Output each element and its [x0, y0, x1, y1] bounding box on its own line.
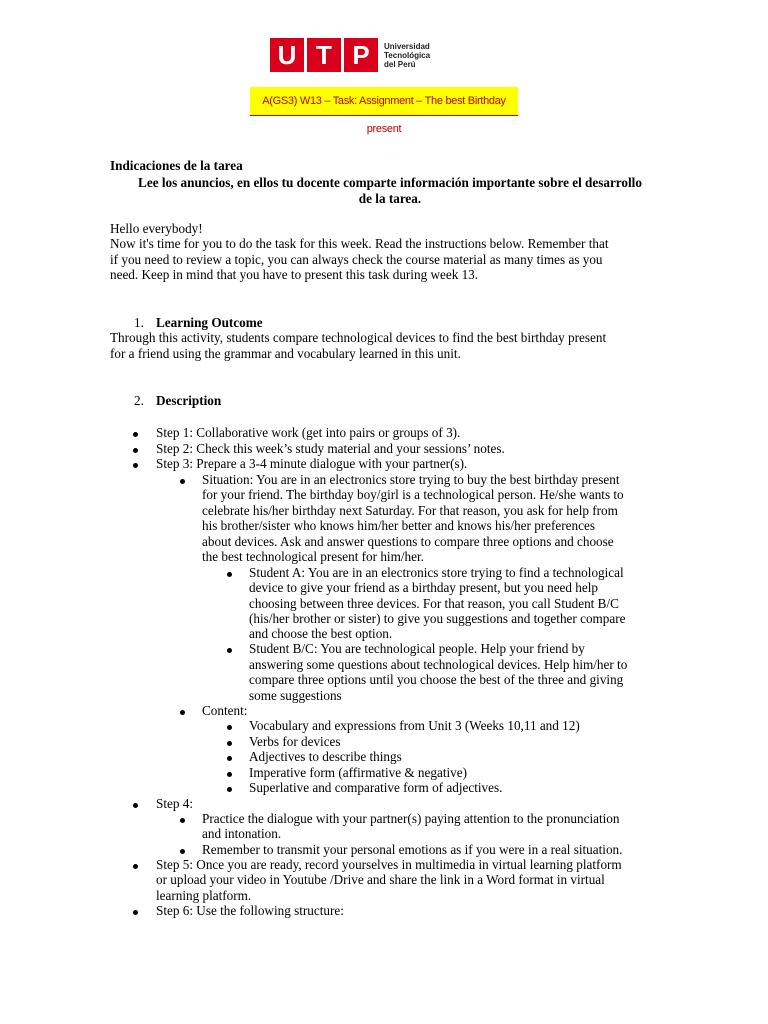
content-item: Superlative and comparative form of adjectives.	[249, 780, 503, 795]
step-5-line: Step 5: Once you are ready, record yourselves in multimedia in virtual learning platform	[156, 857, 622, 872]
logo-mark	[270, 38, 378, 72]
step-5-line: learning platform.	[156, 888, 252, 903]
bullet	[180, 479, 185, 484]
logo-university-name: Universidad Tecnológica del Perú	[384, 41, 431, 69]
bullet	[227, 787, 232, 792]
situation-line: about devices. Ask and answer questions to compare three options and choose	[202, 534, 614, 549]
step-4: Step 4:	[156, 796, 193, 811]
situation-line: the best technological present for him/her.	[202, 549, 424, 564]
section-2-number: 2.	[134, 393, 144, 408]
bullet	[227, 725, 232, 730]
logo-letter-t: T	[316, 40, 332, 70]
step-1: Step 1: Collaborative work (get into pairs or groups of 3).	[156, 425, 461, 440]
bullet	[227, 741, 232, 746]
section-1-text: for a friend using the grammar and vocabulary learned in this unit.	[110, 346, 461, 361]
section-2-title: Description	[156, 393, 222, 408]
content-item: Verbs for devices	[249, 734, 341, 749]
bullet	[180, 849, 185, 854]
bullet	[133, 864, 138, 869]
situation-line: celebrate his/her birthday next Saturday. For that reason, you ask for help from	[202, 503, 618, 518]
student-bc-line: compare three options until you choose the best of the three and giving	[249, 672, 624, 687]
bullet	[180, 818, 185, 823]
section-1-text: Through this activity, students compare technological devices to find the best birthday present	[110, 330, 607, 345]
content-item: Vocabulary and expressions from Unit 3 (Weeks 10,11 and 12)	[249, 718, 580, 733]
content-item: Imperative form (affirmative & negative)	[249, 765, 467, 780]
bullet	[133, 448, 138, 453]
step-5-line: or upload your video in Youtube /Drive and share the link in a Word format in virtual	[156, 872, 605, 887]
student-a-line: Student A: You are in an electronics store trying to find a technological	[249, 565, 624, 580]
bullet	[133, 463, 138, 468]
intro-line: need. Keep in mind that you have to present this task during week 13.	[110, 267, 479, 282]
heading-indicaciones: Indicaciones de la tarea	[110, 158, 243, 173]
utp-logo	[270, 38, 430, 72]
student-a-line: device to give your friend as a birthday present, but you need help	[249, 580, 598, 595]
step-3: Step 3: Prepare a 3-4 minute dialogue with your partner(s).	[156, 456, 468, 471]
bullet	[133, 432, 138, 437]
notice-line-2: de la tarea.	[358, 191, 422, 206]
intro-line: if you need to review a topic, you can always check the course material as many times as you	[110, 252, 603, 267]
bullet	[227, 756, 232, 761]
intro-line: Now it's time for you to do the task for this week. Read the instructions below. Remember that	[110, 236, 609, 251]
step-4-item: Practice the dialogue with your partner(s) paying attention to the pronunciation	[202, 811, 620, 826]
step-6: Step 6: Use the following structure:	[156, 903, 344, 918]
bullet	[133, 910, 138, 915]
section-1-title: Learning Outcome	[156, 315, 263, 330]
notice-line-1: Lee los anuncios, en ellos tu docente comparte información importante sobre el desarrollo	[138, 175, 642, 190]
bullet	[133, 803, 138, 808]
situation-line: his brother/sister who knows him/her better and knows his/her preferences	[202, 518, 595, 533]
bullet	[227, 648, 232, 653]
student-bc-line: answering some questions about technological devices. Help him/her to	[249, 657, 628, 672]
bullet	[180, 710, 185, 715]
step-2: Step 2: Check this week’s study material and your sessions’ notes.	[156, 441, 505, 456]
task-title: A(GS3) W13 – Task: Assignment – The best Birthday present	[250, 87, 518, 116]
logo-letter-p: P	[352, 40, 370, 70]
bullet	[227, 772, 232, 777]
step-4-item: Remember to transmit your personal emotions as if you were in a real situation.	[202, 842, 623, 857]
bullet	[227, 572, 232, 577]
situation-line: Situation: You are in an electronics store trying to buy the best birthday present	[202, 472, 620, 487]
greeting: Hello everybody!	[110, 221, 203, 236]
student-a-line: (his/her brother or sister) to give you suggestions and together compare	[249, 611, 626, 626]
content-item: Adjectives to describe things	[249, 749, 402, 764]
student-bc-line: Student B/C: You are technological people. Help your friend by	[249, 641, 585, 656]
situation-line: for your friend. The birthday boy/girl is a technological person. He/she wants to	[202, 487, 624, 502]
student-a-line: and choose the best option.	[249, 626, 393, 641]
logo-letter-u: U	[277, 40, 297, 70]
content-label: Content:	[202, 703, 248, 718]
student-a-line: choosing between three devices. For that reason, you call Student B/C	[249, 596, 619, 611]
student-bc-line: some suggestions	[249, 688, 342, 703]
step-4-item: and intonation.	[202, 826, 282, 841]
section-1-number: 1.	[134, 315, 144, 330]
